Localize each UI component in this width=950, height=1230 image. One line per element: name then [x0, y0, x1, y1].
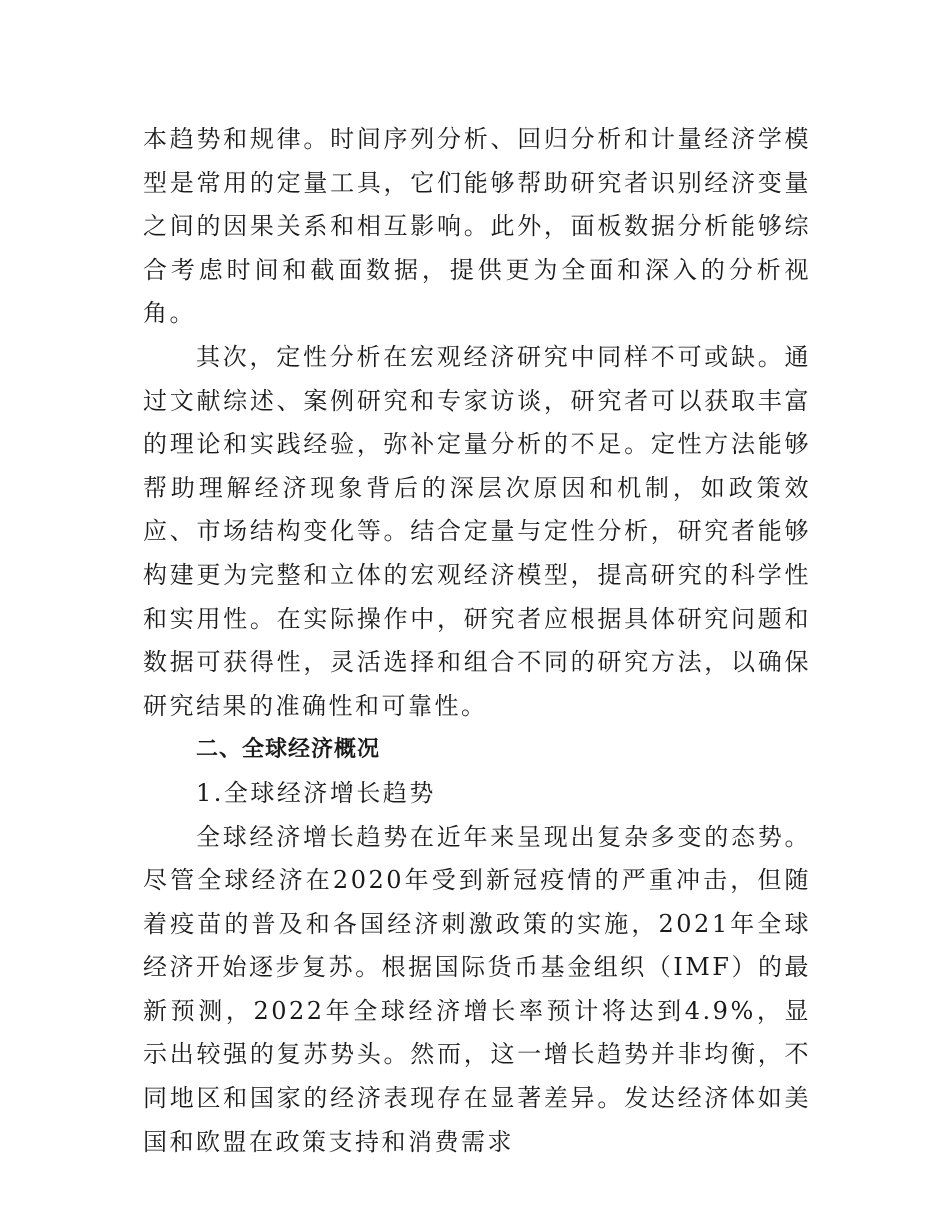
- document-body: [143, 118, 811, 1164]
- section-heading: 二、全球经济概况: [196, 737, 381, 763]
- paragraph-methods-quantitative: 本趋势和规律。时间序列分析、回归分析和计量经济学模型是常用的定量工具，它们能够帮助研究者识别经济变量之间的因果关系和相互影响。此外，面板数据分析能够综合考虑时间和截面数据，提供更为全面和深入的分析视角。: [143, 125, 811, 328]
- paragraph-methods-qualitative: 其次，定性分析在宏观经济研究中同样不可或缺。通过文献综述、案例研究和专家访谈，研究者可以获取丰富的理论和实践经验，弥补定量分析的不足。定性方法能够帮助理解经济现象背后的深层次原因和机制，如政策效应、市场结构变化等。结合定量与定性分析，研究者能够构建更为完整和立体的宏观经济模型，提高研究的科学性和实用性。在实际操作中，研究者应根据具体研究问题和数据可获得性，灵活选择和组合不同的研究方法，以确保研究结果的准确性和可靠性。: [143, 342, 811, 720]
- subsection-heading: 1.全球经济增长趋势: [196, 778, 436, 807]
- paragraph-global-growth: 全球经济增长趋势在近年来呈现出复杂多变的态势。尽管全球经济在2020年受到新冠疫情的严重冲击，但随着疫苗的普及和各国经济刺激政策的实施，2021年全球经济开始逐步复苏。根据国际货币基金组织（IMF）的最新预测，2022年全球经济增长率预计将达到4.9%，显示出较强的复苏势头。然而，这一增长趋势并非均衡，不同地区和国家的经济表现存在显著差异。发达经济体如美国和欧盟在政策支持和消费需求: [143, 822, 811, 1156]
